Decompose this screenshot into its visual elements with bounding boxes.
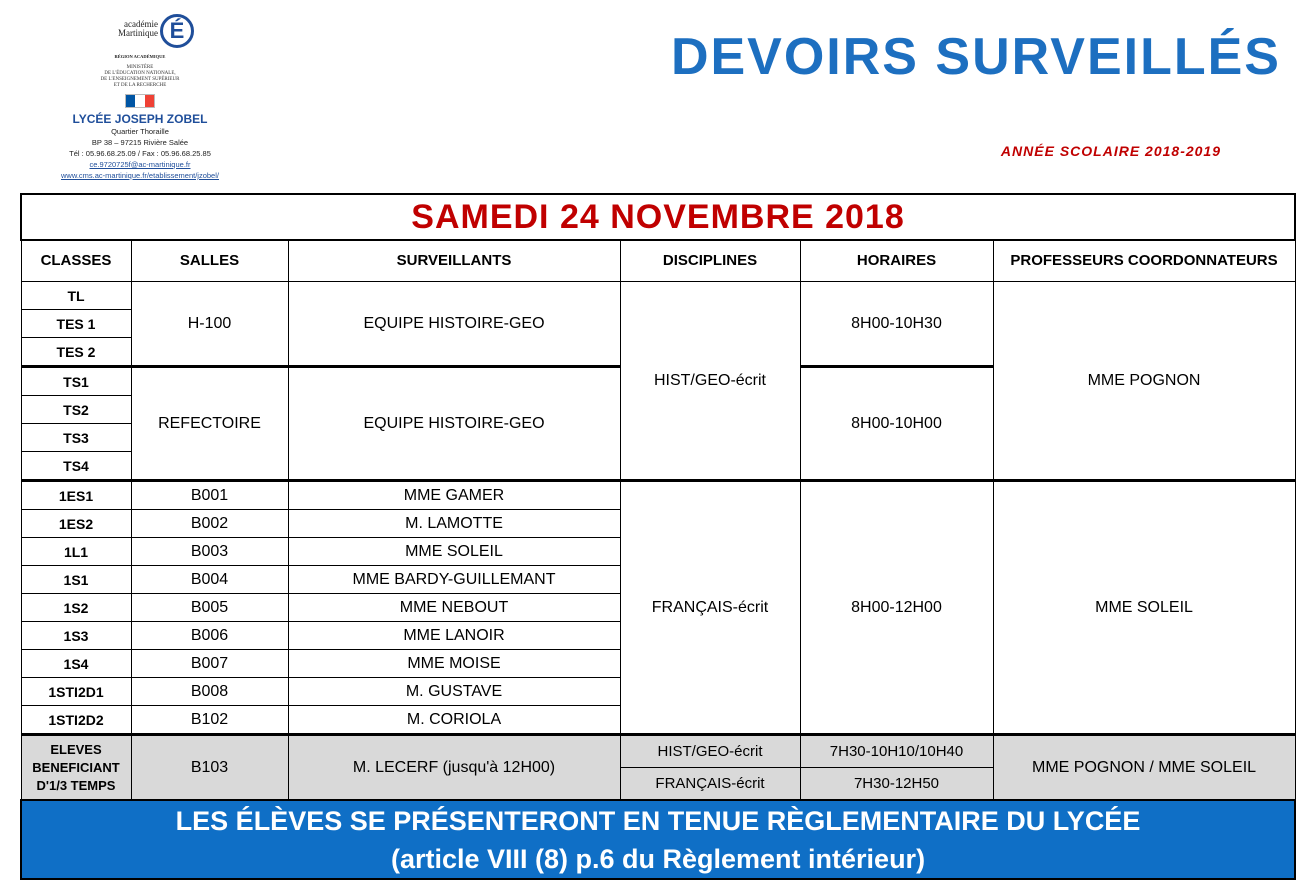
column-header-row	[21, 240, 1295, 282]
school-name: LYCÉE JOSEPH ZOBEL	[72, 112, 208, 126]
column-header-disciplines: DISCIPLINES	[620, 240, 800, 282]
supervisor-cell: MME LANOIR	[288, 622, 620, 650]
class-cell: 1ES1	[21, 481, 131, 510]
class-cell: 1S4	[21, 650, 131, 678]
room-cell: B007	[131, 650, 288, 678]
supervisor-cell: MME GAMER	[288, 481, 620, 510]
supervisor-cell: M. GUSTAVE	[288, 678, 620, 706]
schedule-cell: 7H30-12H50	[800, 768, 993, 801]
room-cell: B005	[131, 594, 288, 622]
class-cell: 1L1	[21, 538, 131, 566]
region-label: RÉGION ACADÉMIQUE	[114, 54, 166, 59]
class-cell: TES 1	[21, 310, 131, 338]
notice-line-2: (article VIII (8) p.6 du Règlement intérieur)	[390, 843, 926, 874]
class-cell: 1S3	[21, 622, 131, 650]
room-cell: REFECTOIRE	[131, 367, 288, 481]
supervisor-cell: EQUIPE HISTOIRE-GEO	[288, 367, 620, 481]
discipline-cell: FRANÇAIS-écrit	[620, 768, 800, 801]
exam-schedule-table	[20, 193, 1296, 880]
room-cell: B002	[131, 510, 288, 538]
french-flag-icon	[125, 94, 155, 108]
ministry-label: MINISTÈRE DE L'ÉDUCATION NATIONALE, DE L'ENSEIGNEMENT SUPÉRIEUR ET DE LA RECHERCHE	[100, 65, 180, 88]
supervisor-cell: M. LAMOTTE	[288, 510, 620, 538]
class-cell: 1S1	[21, 566, 131, 594]
class-cell-tiers-temps: ELEVES BENEFICIANT D'1/3 TEMPS	[21, 735, 131, 801]
class-cell: TS2	[21, 396, 131, 424]
class-cell: TS4	[21, 452, 131, 481]
school-year: ANNÉE SCOLAIRE 2018-2019	[1000, 143, 1221, 159]
class-cell: 1S2	[21, 594, 131, 622]
room-cell: B006	[131, 622, 288, 650]
school-address-2: BP 38 – 97215 Rivière Salée	[91, 138, 189, 147]
room-cell: B102	[131, 706, 288, 735]
room-cell: B008	[131, 678, 288, 706]
table-row	[21, 481, 1295, 510]
table-row	[21, 282, 1295, 310]
schedule-cell: 8H00-12H00	[800, 481, 993, 735]
exam-date: SAMEDI 24 NOVEMBRE 2018	[21, 194, 1295, 240]
discipline-cell: FRANÇAIS-écrit	[620, 481, 800, 735]
supervisor-cell: MME BARDY-GUILLEMANT	[288, 566, 620, 594]
room-cell: B003	[131, 538, 288, 566]
class-cell: 1STI2D2	[21, 706, 131, 735]
supervisor-cell: MME MOISE	[288, 650, 620, 678]
room-cell: B004	[131, 566, 288, 594]
column-header-horaires: HORAIRES	[800, 240, 993, 282]
school-phone: Tél : 05.96.68.25.09 / Fax : 05.96.68.25.85	[69, 149, 211, 158]
coordinator-cell: MME SOLEIL	[993, 481, 1295, 735]
column-header-classes: CLASSES	[21, 240, 131, 282]
discipline-cell: HIST/GEO-écrit	[620, 735, 800, 768]
notice-line-1: LES ÉLÈVES SE PRÉSENTERONT EN TENUE RÈGLEMENTAIRE DU LYCÉE	[175, 805, 1141, 836]
academy-emblem-icon: É	[160, 14, 194, 48]
class-cell: TES 2	[21, 338, 131, 367]
discipline-cell: HIST/GEO-écrit	[620, 282, 800, 481]
room-cell: H-100	[131, 282, 288, 367]
page-title: DEVOIRS SURVEILLÉS	[670, 28, 1281, 86]
table-row-tiers-temps	[21, 735, 1295, 768]
class-cell: TL	[21, 282, 131, 310]
supervisor-cell: MME NEBOUT	[288, 594, 620, 622]
class-cell: 1ES2	[21, 510, 131, 538]
supervisor-cell: M. LECERF (jusqu'à 12H00)	[288, 735, 620, 801]
supervisor-cell: MME SOLEIL	[288, 538, 620, 566]
column-header-professeurs: PROFESSEURS COORDONNATEURS	[993, 240, 1295, 282]
column-header-surveillants: SURVEILLANTS	[288, 240, 620, 282]
schedule-cell: 7H30-10H10/10H40	[800, 735, 993, 768]
school-logo-block	[40, 8, 240, 181]
school-address-1: Quartier Thoraille	[111, 127, 169, 136]
supervisor-cell: EQUIPE HISTOIRE-GEO	[288, 282, 620, 367]
academy-brand	[40, 8, 240, 52]
school-email-link[interactable]: ce.9720725f@ac-martinique.fr	[89, 160, 191, 169]
room-cell: B001	[131, 481, 288, 510]
class-cell: TS1	[21, 367, 131, 396]
coordinator-cell: MME POGNON / MME SOLEIL	[993, 735, 1295, 801]
room-cell: B103	[131, 735, 288, 801]
coordinator-cell: MME POGNON	[993, 282, 1295, 481]
schedule-cell: 8H00-10H00	[800, 367, 993, 481]
class-cell: 1STI2D1	[21, 678, 131, 706]
academy-name: académie Martinique	[118, 19, 158, 38]
supervisor-cell: M. CORIOLA	[288, 706, 620, 735]
class-cell: TS3	[21, 424, 131, 452]
school-website-link[interactable]: www.cms.ac-martinique.fr/etablissement/jzobel/	[61, 171, 219, 180]
schedule-cell: 8H00-10H30	[800, 282, 993, 367]
dress-code-notice	[21, 800, 1295, 879]
column-header-salles: SALLES	[131, 240, 288, 282]
